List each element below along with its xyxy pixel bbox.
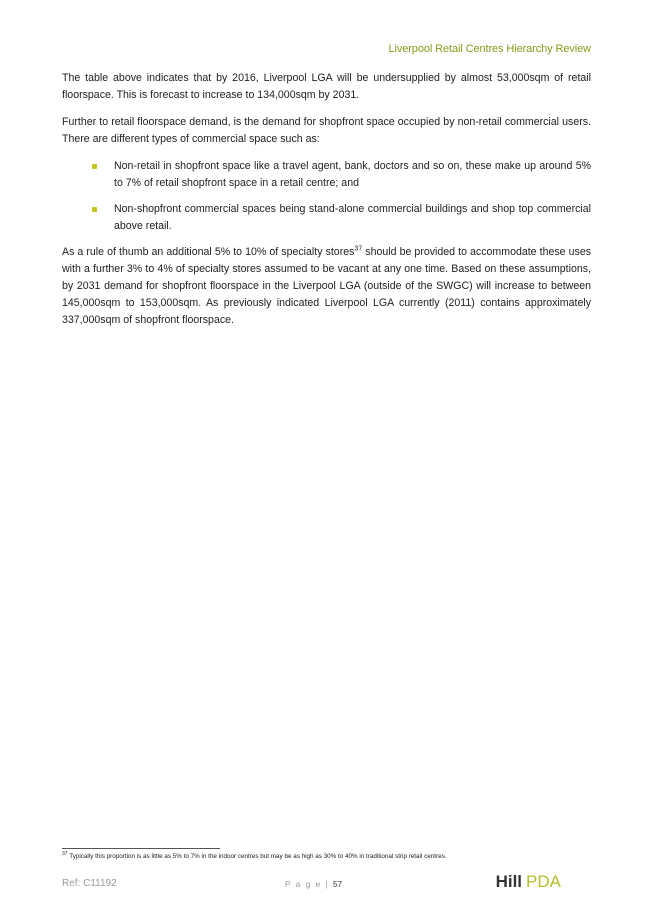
footnote-text: Typically this proportion is as little as 5% to 7% in the indoor centres but may be as high as 30% to 40% in traditional strip retail centres.: [67, 853, 447, 860]
paragraph-commercial-demand: Further to retail floorspace demand, is the demand for shopfront space occupied by non-retail commercial users. There are different types of commercial space such as:: [62, 116, 591, 145]
footnote-number: 37: [62, 850, 68, 857]
paragraph-undersupply: The table above indicates that by 2016, Liverpool LGA will be undersupplied by almost 53,000sqm of retail floorspace. This is forecast to increase to 134,000sqm by 2031.: [62, 72, 591, 101]
list-item: [114, 201, 591, 235]
company-logo: [496, 872, 561, 892]
footer-reference: Ref: C11192: [62, 878, 117, 889]
paragraph-rule-of-thumb: [62, 244, 591, 329]
footnote-reference[interactable]: 37: [354, 245, 363, 253]
square-bullet-icon: [92, 164, 97, 169]
page-header-title: Liverpool Retail Centres Hierarchy Review: [388, 43, 591, 55]
paragraph-text-end: should be provided to accommodate these uses with a further 3% to 4% of specialty stores assumed to be vacant at any one time. Based on these assumptions, by 2031 demand for shopfront floorspace in the Liverpool LGA (outside of the SWGC) will increase to between 145,000sqm to 153,000sqm. As previously indicated Liverpool LGA currently (2011) contains approximately 337,000sqm of shopfront floorspace.: [62, 246, 592, 326]
commercial-space-list: [62, 158, 591, 235]
logo-pda: PDA: [526, 872, 561, 891]
square-bullet-icon: [92, 207, 97, 212]
list-item-text: Non-retail in shopfront space like a travel agent, bank, doctors and so on, these make up around 5% to 7% of retail shopfront space in a retail centre; and: [114, 160, 591, 189]
document-body: [62, 70, 591, 339]
list-item: [114, 158, 591, 192]
page-number: 57: [332, 879, 343, 889]
page-label: P a g e |: [285, 879, 329, 889]
page-number-block: [285, 879, 342, 889]
footnote: [62, 850, 447, 860]
footnote-divider: [62, 848, 220, 849]
paragraph-text-start: As a rule of thumb an additional 5% to 10% of specialty stores: [62, 246, 355, 258]
list-item-text: Non-shopfront commercial spaces being stand-alone commercial buildings and shop top commercial above retail.: [114, 203, 591, 232]
logo-hill: Hill: [495, 872, 523, 891]
